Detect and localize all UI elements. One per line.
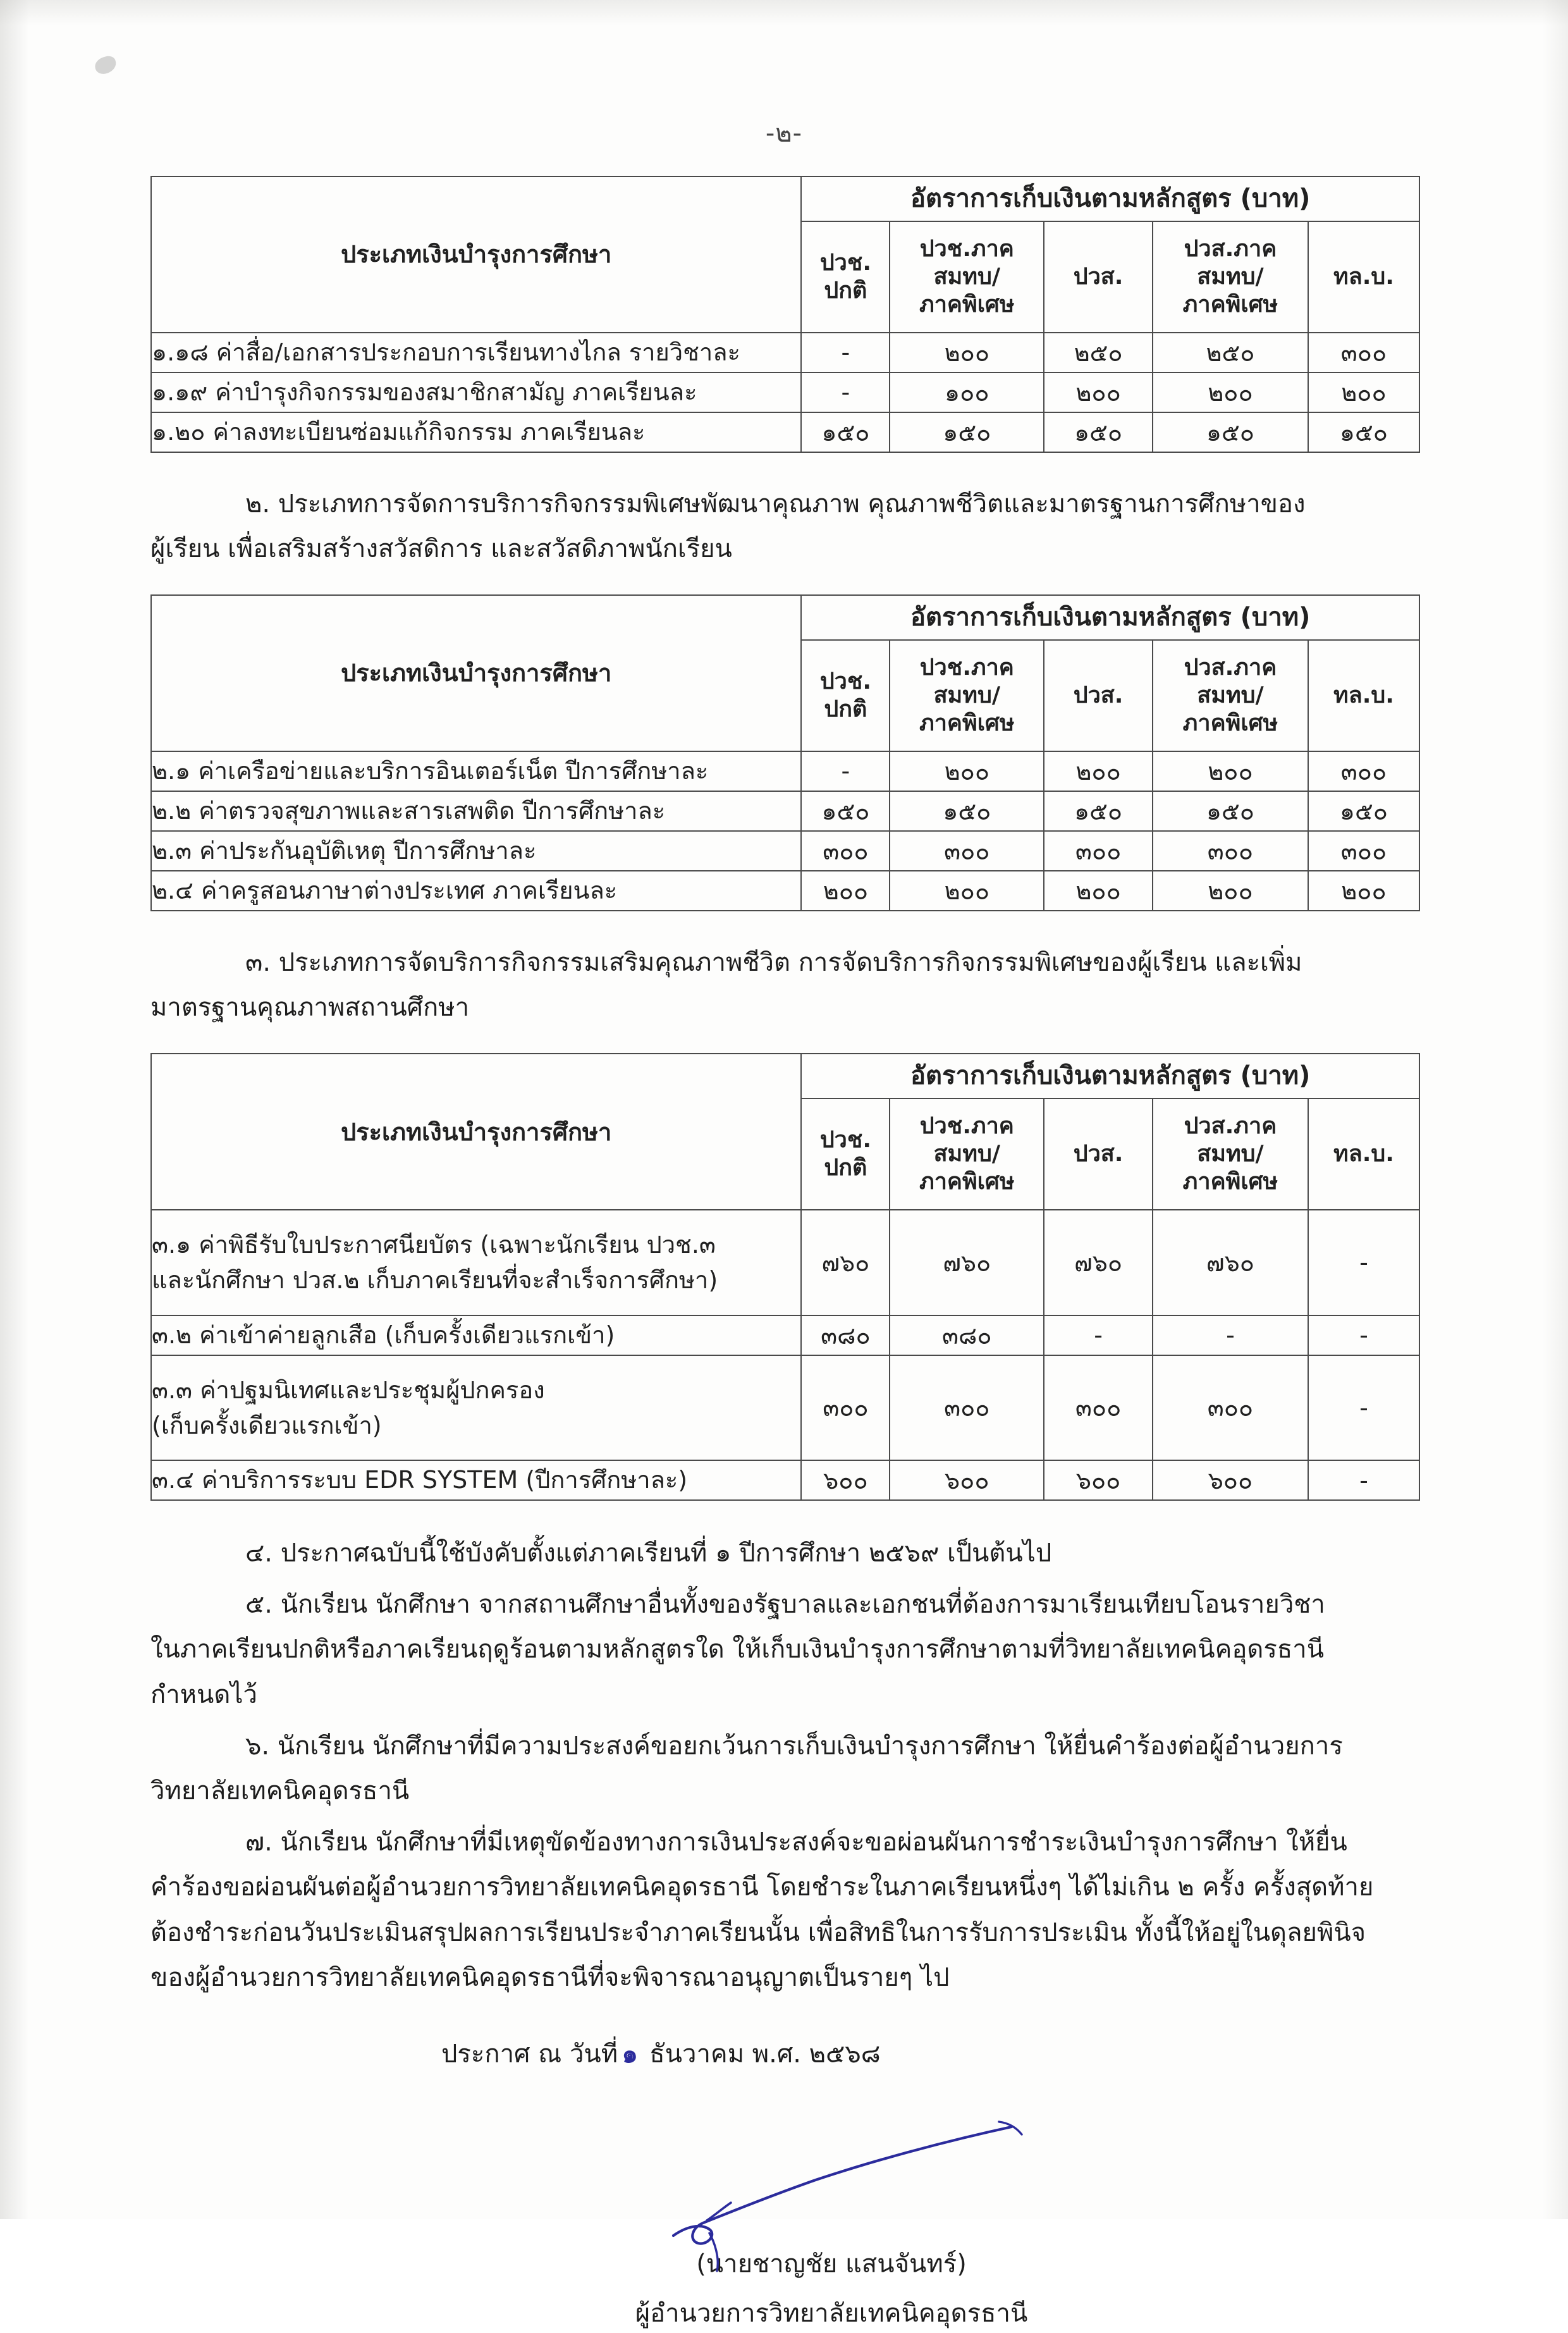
- table-header-row-top: [151, 176, 1419, 221]
- table-3-header: [151, 1054, 1419, 1210]
- table-row: [151, 412, 1419, 452]
- cell-pvch-special: ๗๖๐: [890, 1210, 1044, 1315]
- cell-pvs-special: ๓๐๐: [1153, 831, 1308, 871]
- header-pvs-special: [1153, 640, 1308, 751]
- cell-pvs: ๒๕๐: [1044, 333, 1153, 372]
- cell-pvs-special: -: [1153, 1315, 1308, 1355]
- row-label-line-2: (เก็บครั้งเดียวแรกเข้า): [152, 1411, 382, 1439]
- clause-7-line-2: คำร้องขอผ่อนผันต่อผู้อำนวยการวิทยาลัยเทคนิคอุดรธานี โดยชำระในภาคเรียนหนึ่งๆ ได้ไม่เกิน ๒ ครั้ง ครั้งสุดท้าย: [150, 1873, 1374, 1902]
- fee-table-1: [150, 176, 1420, 453]
- header-pvch-special: [890, 640, 1044, 751]
- table-row: [151, 333, 1419, 372]
- clause-7-line-3: ต้องชำระก่อนวันประเมินสรุปผลการเรียนประจำภาคเรียนนั้น เพื่อสิทธิในการรับการประเมิน ทั้งนี้ให้อยู่ในดุลยพินิจ: [150, 1917, 1366, 1947]
- cell-pvs-special: ๓๐๐: [1153, 1355, 1308, 1460]
- header-fee-type: ประเภทเงินบำรุงการศึกษา: [151, 176, 801, 333]
- header-pvs-special: [1153, 221, 1308, 333]
- header-pvs: ปวส.: [1044, 221, 1153, 333]
- cell-pvch-special: ๒๐๐: [890, 871, 1044, 911]
- header-pvch-special-line1: ปวช.ภาคสมทบ/: [919, 1113, 1014, 1167]
- body-clauses: [0, 1531, 1568, 2000]
- row-label: ๒.๔ ค่าครูสอนภาษาต่างประเทศ ภาคเรียนละ: [151, 871, 801, 911]
- fee-table-2: [150, 594, 1420, 911]
- section-2-intro: [150, 482, 1420, 572]
- table-row: [151, 871, 1419, 911]
- signatory-title: ผู้อำนวยการวิทยาลัยเทคนิคอุดรธานี: [635, 2298, 1028, 2328]
- row-label: ๓.๒ ค่าเข้าค่ายลูกเสือ (เก็บครั้งเดียวแรกเข้า): [151, 1315, 801, 1355]
- clause-4-text: ๔. ประกาศฉบับนี้ใช้บังคับตั้งแต่ภาคเรียนที่ ๑ ปีการศึกษา ๒๕๖๙ เป็นต้นไป: [245, 1539, 1052, 1568]
- row-label: ๑.๑๙ ค่าบำรุงกิจกรรมของสมาชิกสามัญ ภาคเรียนละ: [151, 372, 801, 412]
- cell-pvch-normal: -: [801, 333, 890, 372]
- cell-pvs: ๒๐๐: [1044, 372, 1153, 412]
- cell-pvs: ๑๕๐: [1044, 791, 1153, 831]
- header-pvs: ปวส.: [1044, 1099, 1153, 1210]
- cell-tlb: ๑๕๐: [1308, 791, 1419, 831]
- cell-pvs-special: ๑๕๐: [1153, 791, 1308, 831]
- header-pvs-special-line1: ปวส.ภาคสมทบ/: [1184, 655, 1277, 709]
- table-row: [151, 1355, 1419, 1460]
- header-pvs-special-line2: ภาคพิเศษ: [1182, 710, 1278, 736]
- handwritten-day-number: ๑: [620, 2038, 639, 2070]
- clause-6-line-1: ๖. นักเรียน นักศึกษาที่มีความประสงค์ขอยกเว้นการเก็บเงินบำรุงการศึกษา ให้ยื่นคำร้องต่อผู้อำนวยการ: [245, 1731, 1343, 1761]
- row-label: [151, 1210, 801, 1315]
- header-fee-type: ประเภทเงินบำรุงการศึกษา: [151, 595, 801, 751]
- cell-pvch-normal: ๗๖๐: [801, 1210, 890, 1315]
- header-fee-type: ประเภทเงินบำรุงการศึกษา: [151, 1054, 801, 1210]
- table-2-header: [151, 595, 1419, 751]
- clause-5: [150, 1582, 1420, 1718]
- header-pvch-normal: [801, 221, 890, 333]
- cell-pvch-special: ๒๐๐: [890, 333, 1044, 372]
- clause-7-line-1: ๗. นักเรียน นักศึกษาที่มีเหตุขัดข้องทางการเงินประสงค์จะขอผ่อนผันการชำระเงินบำรุงการศึกษา ให้ยื่น: [245, 1828, 1347, 1857]
- header-pvs-special-line2: ภาคพิเศษ: [1182, 291, 1278, 317]
- row-label: ๑.๑๘ ค่าสื่อ/เอกสารประกอบการเรียนทางไกล รายวิชาละ: [151, 333, 801, 372]
- header-pvs-special-line2: ภาคพิเศษ: [1182, 1169, 1278, 1195]
- cell-pvs: ๗๖๐: [1044, 1210, 1153, 1315]
- cell-pvs-special: ๑๕๐: [1153, 412, 1308, 452]
- row-label: ๑.๒๐ ค่าลงทะเบียนซ่อมแก้กิจกรรม ภาคเรียนละ: [151, 412, 801, 452]
- header-pvch-normal-line2: ปกติ: [824, 696, 867, 722]
- header-pvch-special-line2: ภาคพิเศษ: [919, 710, 1015, 736]
- header-rate-group: อัตราการเก็บเงินตามหลักสูตร (บาท): [801, 1054, 1419, 1099]
- cell-pvch-special: ๑๐๐: [890, 372, 1044, 412]
- header-pvch-special-line1: ปวช.ภาคสมทบ/: [919, 655, 1014, 709]
- announcement-date-line: [150, 2033, 1420, 2074]
- cell-pvch-special: ๑๕๐: [890, 412, 1044, 452]
- cell-tlb: ๑๕๐: [1308, 412, 1419, 452]
- table-3-body: [151, 1210, 1419, 1500]
- cell-pvs: ๒๐๐: [1044, 751, 1153, 791]
- table-row: [151, 1460, 1419, 1500]
- header-tlb: ทล.บ.: [1308, 221, 1419, 333]
- cell-pvs: -: [1044, 1315, 1153, 1355]
- cell-tlb: -: [1308, 1210, 1419, 1315]
- cell-pvch-special: ๓๘๐: [890, 1315, 1044, 1355]
- header-pvs-special-line1: ปวส.ภาคสมทบ/: [1184, 1113, 1277, 1167]
- cell-pvs: ๑๕๐: [1044, 412, 1153, 452]
- header-pvs-special-line1: ปวส.ภาคสมทบ/: [1184, 235, 1277, 290]
- clause-5-line-1: ๕. นักเรียน นักศึกษา จากสถานศึกษาอื่นทั้งของรัฐบาลและเอกชนที่ต้องการมาเรียนเทียบโอนรายวิชา: [245, 1590, 1325, 1620]
- header-pvch-normal: [801, 1099, 890, 1210]
- cell-pvch-special: ๑๕๐: [890, 791, 1044, 831]
- table-row: [151, 751, 1419, 791]
- cell-tlb: ๓๐๐: [1308, 751, 1419, 791]
- table-1-header: [151, 176, 1419, 333]
- cell-tlb: ๒๐๐: [1308, 372, 1419, 412]
- cell-tlb: ๓๐๐: [1308, 831, 1419, 871]
- cell-pvch-special: ๖๐๐: [890, 1460, 1044, 1500]
- clause-6-line-2: วิทยาลัยเทคนิคอุดรธานี: [150, 1776, 410, 1806]
- cell-pvs-special: ๒๐๐: [1153, 372, 1308, 412]
- clause-5-line-2: ในภาคเรียนปกติหรือภาคเรียนฤดูร้อนตามหลักสูตรใด ให้เก็บเงินบำรุงการศึกษาตามที่วิทยาลัยเทคนิคอุดรธานี: [150, 1635, 1325, 1665]
- row-label: ๓.๔ ค่าบริการระบบ EDR SYSTEM (ปีการศึกษาละ): [151, 1460, 801, 1500]
- row-label: ๒.๑ ค่าเครือข่ายและบริการอินเตอร์เน็ต ปีการศึกษาละ: [151, 751, 801, 791]
- table-row: [151, 372, 1419, 412]
- header-tlb: ทล.บ.: [1308, 640, 1419, 751]
- header-pvch-special: [890, 221, 1044, 333]
- table-1-body: [151, 333, 1419, 452]
- row-label-line-1: ๓.๓ ค่าปฐมนิเทศและประชุมผู้ปกครอง: [152, 1376, 545, 1404]
- row-label: ๒.๒ ค่าตรวจสุขภาพและสารเสพติด ปีการศึกษาละ: [151, 791, 801, 831]
- cell-tlb: -: [1308, 1315, 1419, 1355]
- signatory-name: (นายชาญชัย แสนจันทร์): [696, 2249, 967, 2279]
- cell-pvch-normal: ๓๐๐: [801, 1355, 890, 1460]
- header-pvch-normal-line2: ปกติ: [824, 277, 867, 304]
- header-pvch-normal-line1: ปวช.: [819, 249, 871, 276]
- table-row: [151, 831, 1419, 871]
- cell-pvs: ๖๐๐: [1044, 1460, 1153, 1500]
- table-row: [151, 1210, 1419, 1315]
- clause-6: [150, 1724, 1420, 1814]
- cell-pvs-special: ๒๐๐: [1153, 751, 1308, 791]
- cell-tlb: ๒๐๐: [1308, 871, 1419, 911]
- row-label-line-2: และนักศึกษา ปวส.๒ เก็บภาคเรียนที่จะสำเร็จการศึกษา): [152, 1266, 718, 1295]
- cell-tlb: -: [1308, 1460, 1419, 1500]
- clause-7: [150, 1820, 1420, 2000]
- header-pvch-special: [890, 1099, 1044, 1210]
- header-pvch-normal-line1: ปวช.: [819, 668, 871, 695]
- header-pvch-special-line2: ภาคพิเศษ: [919, 1169, 1015, 1195]
- cell-pvs: ๓๐๐: [1044, 1355, 1153, 1460]
- table-row: [151, 1315, 1419, 1355]
- row-label: [151, 1355, 801, 1460]
- cell-pvs-special: ๗๖๐: [1153, 1210, 1308, 1315]
- header-rate-group: อัตราการเก็บเงินตามหลักสูตร (บาท): [801, 595, 1419, 640]
- header-pvch-normal-line1: ปวช.: [819, 1127, 871, 1154]
- cell-pvch-normal: ๑๕๐: [801, 412, 890, 452]
- section-3-line-1: ๓. ประเภทการจัดบริการกิจกรรมเสริมคุณภาพชีวิต การจัดบริการกิจกรรมพิเศษของผู้เรียน และเพิ่ม: [245, 947, 1302, 977]
- fee-table-3: [150, 1053, 1420, 1501]
- row-label: ๒.๓ ค่าประกันอุบัติเหตุ ปีการศึกษาละ: [151, 831, 801, 871]
- cell-pvs: ๒๐๐: [1044, 871, 1153, 911]
- cell-tlb: -: [1308, 1355, 1419, 1460]
- cell-pvs-special: ๖๐๐: [1153, 1460, 1308, 1500]
- cell-pvch-special: ๒๐๐: [890, 751, 1044, 791]
- cell-pvch-normal: ๓๘๐: [801, 1315, 890, 1355]
- table-header-row-top: [151, 595, 1419, 640]
- handwritten-signature: [670, 2109, 1075, 2274]
- clause-5-line-3: กำหนดไว้: [150, 1680, 257, 1709]
- cell-pvch-special: ๓๐๐: [890, 831, 1044, 871]
- cell-pvch-normal: -: [801, 751, 890, 791]
- date-suffix: ธันวาคม พ.ศ. ๒๕๖๘: [649, 2039, 881, 2069]
- header-pvch-special-line1: ปวช.ภาคสมทบ/: [919, 235, 1014, 290]
- cell-pvch-normal: ๒๐๐: [801, 871, 890, 911]
- cell-pvch-normal: ๓๐๐: [801, 831, 890, 871]
- table-2-body: [151, 751, 1419, 911]
- cell-pvs: ๓๐๐: [1044, 831, 1153, 871]
- header-pvch-special-line2: ภาคพิเศษ: [919, 291, 1015, 317]
- clause-7-line-4: ของผู้อำนวยการวิทยาลัยเทคนิคอุดรธานีที่จะพิจารณาอนุญาตเป็นรายๆ ไป: [150, 1962, 950, 1992]
- page-number: -๒-: [765, 119, 803, 148]
- cell-pvch-normal: ๖๐๐: [801, 1460, 890, 1500]
- cell-pvch-normal: -: [801, 372, 890, 412]
- section-2-line-1: ๒. ประเภทการจัดการบริการกิจกรรมพิเศษพัฒนาคุณภาพ คุณภาพชีวิตและมาตรฐานการศึกษาของ: [245, 489, 1306, 519]
- table-row: [151, 791, 1419, 831]
- header-rate-group: อัตราการเก็บเงินตามหลักสูตร (บาท): [801, 176, 1419, 221]
- header-pvs: ปวส.: [1044, 640, 1153, 751]
- table-header-row-top: [151, 1054, 1419, 1099]
- date-prefix: ประกาศ ณ วันที่: [441, 2039, 618, 2069]
- cell-pvs-special: ๒๐๐: [1153, 871, 1308, 911]
- signature-area: [0, 2109, 1568, 2328]
- section-3-intro: [150, 940, 1420, 1030]
- header-pvs-special: [1153, 1099, 1308, 1210]
- section-2-line-2: ผู้เรียน เพื่อเสริมสร้างสวัสดิการ และสวัสดิภาพนักเรียน: [150, 534, 732, 563]
- row-label-line-1: ๓.๑ ค่าพิธีรับใบประกาศนียบัตร (เฉพาะนักเรียน ปวช.๓: [152, 1231, 716, 1259]
- cell-pvs-special: ๒๕๐: [1153, 333, 1308, 372]
- clause-4: [150, 1531, 1420, 1576]
- header-pvch-normal-line2: ปกติ: [824, 1155, 867, 1181]
- header-pvch-normal: [801, 640, 890, 751]
- cell-pvch-normal: ๑๕๐: [801, 791, 890, 831]
- header-tlb: ทล.บ.: [1308, 1099, 1419, 1210]
- section-3-line-2: มาตรฐานคุณภาพสถานศึกษา: [150, 993, 470, 1023]
- cell-tlb: ๓๐๐: [1308, 333, 1419, 372]
- cell-pvch-special: ๓๐๐: [890, 1355, 1044, 1460]
